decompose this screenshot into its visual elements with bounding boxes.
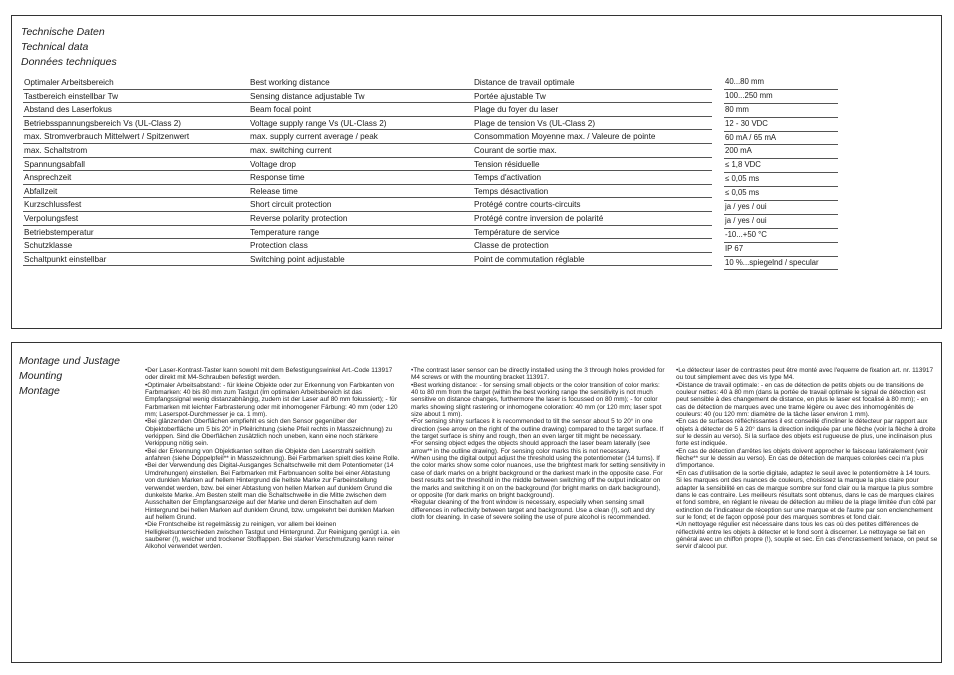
spec-value: 80 mm bbox=[725, 104, 749, 114]
spec-label-fr: Consommation Moyenne max. / Valeure de pointe bbox=[474, 132, 656, 142]
mounting-paragraph: •For sensing object edges the objects should approach the laser beam laterally (see arrow** in the outline drawing). For sensing color marks this is not necessary. bbox=[411, 440, 651, 455]
spec-label-de: Spannungsabfall bbox=[24, 159, 86, 169]
mounting-paragraph: •Der Laser-Kontrast-Taster kann sowohl mit dem Befestigungswinkel Art.-Code 113917 oder direkt mit M4-Schrauben befestigt werden. bbox=[145, 367, 393, 382]
spec-label-en: max. supply current average / peak bbox=[250, 132, 378, 142]
mounting-heading-fr: Montage bbox=[19, 385, 60, 397]
mounting-paragraph: •Optimaler Arbeitsabstand: - für kleine Objekte oder zur Erkennung von Farbkanten von Farbmarken: 40 bis 80 mm zum Tastgut (Im optimalen Arbeitsbereich ist das Empfangssignal wenig distanzabhängig, zudem ist der Laser auf 80 mm fokussiert); - für Farbmarken mit leichter Farbrasterung oder mit inhomogener Färbung: 40 mm (oder 120 mm; Laserspot-Durchmesser je ca. 1 mm). bbox=[145, 381, 398, 419]
spec-label-fr: Point de commutation réglable bbox=[474, 254, 585, 264]
spec-label-de: Optimaler Arbeitsbereich bbox=[24, 78, 114, 87]
spec-label-fr: Temps d'activation bbox=[474, 173, 542, 183]
spec-row bbox=[23, 144, 712, 158]
spec-label-de: Betriebsspannungsbereich Vs (UL-Class 2) bbox=[24, 118, 182, 128]
spec-label-en: Response time bbox=[250, 173, 305, 183]
spec-label-en: Switching point adjustable bbox=[250, 254, 345, 264]
spec-value: 100...250 mm bbox=[725, 90, 773, 100]
mounting-paragraph: •En cas d'utilisation de la sortie digitale, adaptez le seuil avec le potentiomètre à 14 tours. Si les marques ont des nuances de couleurs, choisissez la marque la plus claire pour adapter la sensibilité en cas de marque sombre sur fond clair ou la marque la plus sombre dans le cas contraire. Les meilleurs résultats sont obtenus, dans le cas de marques claires et fond sombre, en réglant le niveau de détection au milieu de la plage limitée d'un côté par extinction de l'indicateur de réception sur une marque et de l'autre par son enclenchement sur le fond; et de façon opposé pour des marques sombres et fond clair. bbox=[676, 469, 936, 521]
spec-value: 60 mA / 65 mA bbox=[725, 132, 777, 142]
spec-value: 200 mA bbox=[725, 146, 752, 156]
spec-value-row bbox=[724, 173, 838, 187]
spec-label-en: Short circuit protection bbox=[250, 200, 332, 210]
spec-row bbox=[23, 212, 712, 226]
spec-label-fr: Temps désactivation bbox=[474, 186, 549, 196]
mounting-paragraph: •Distance de travail optimale: - en cas de détection de petits objets ou de transitions de couleur nettes: 40 à 80 mm (dans la portée de travail optimale le signal de détection est peut sensible à des changement de distance, en plus le laser est focalisé à 80 mm); - en cas de détection de marques avec une trame légère ou avec des inhomogénités de couleurs: 40 (ou 120 mm: diamètre de la tâche laser environ 1 mm). bbox=[676, 381, 928, 419]
spec-value: IP 67 bbox=[725, 243, 744, 253]
spec-label-en: Temperature range bbox=[250, 227, 320, 237]
spec-row bbox=[23, 103, 712, 117]
spec-label-fr: Classe de protection bbox=[474, 241, 549, 251]
mounting-paragraph: •Bei der Verwendung des Digital-Ausganges Schaltschwelle mit dem Potentiometer (14 Umdrehungen) einstellen. Bei Farbmarken mit Farbnuancen sollte bei einer Abtastung von dunklen Marken auf hellem Hintergrund die hellste Marke zur Farbeinstellung verwendet werden, bzw. bei einer Abtastung von hellen Marken auf dunklem Grund die dunkelste Marke. Am Besten stellt man die Schaltschwelle in die Mitte zwischen dem Ausschalten der Empfangsanzeige auf der Marke und deren Einschalten auf dem Hintergrund bei hellen Marken auf dunklem Grund, bzw. umgekehrt bei dunklen Marken auf hellem Grund. bbox=[145, 462, 395, 521]
mounting-paragraph: •Best working distance: - for sensing small objects or the color transition of color marks: 40 to 80 mm from the target (within the best working range the sensitivity is not much sensitive on distance changes, furthermore the laser is focussed on 80 mm); - for color marks showing slight rastering or inhomogene coloration: 40 mm (or 120 mm; laser spot size about 1 mm). bbox=[411, 381, 662, 419]
spec-value: -10...+50 °C bbox=[725, 229, 767, 239]
heading-fr: Données techniques bbox=[21, 56, 117, 68]
spec-value-row bbox=[724, 243, 838, 257]
spec-value: ≤ 0,05 ms bbox=[725, 174, 760, 184]
spec-label-fr: Distance de travail optimale bbox=[474, 78, 575, 87]
spec-label-de: Verpolungsfest bbox=[24, 213, 79, 223]
spec-values bbox=[724, 76, 838, 270]
spec-value: 40...80 mm bbox=[725, 77, 764, 86]
spec-label-de: Tastbereich einstellbar Tw bbox=[24, 91, 119, 101]
mounting-text-fr bbox=[676, 367, 938, 551]
mounting-paragraph: •For sensing shiny surfaces it is recommended to tilt the sensor about 5 to 20° in one direction (see arrow on the right of the outline drawing) compared to the target surface. If the target surface is shiny and rough, then an even larger tilt might be necessary. bbox=[411, 418, 664, 441]
spec-value-row bbox=[724, 215, 838, 229]
spec-label-de: max. Schaltstrom bbox=[24, 145, 88, 155]
spec-row bbox=[23, 117, 712, 131]
spec-value-row bbox=[724, 145, 838, 159]
mounting-paragraph: •Regular cleaning of the front window is necessary, especially when sensing small differences in reflectivity between target and background. Use a clean (!), soft and dry cloth for cleaning. In case of severe soiling the use of pure alcohol is recommended. bbox=[411, 499, 655, 521]
spec-label-fr: Portée ajustable Tw bbox=[474, 91, 546, 101]
spec-row bbox=[23, 198, 712, 212]
mounting-paragraph: •Bei der Erkennung von Objektkanten sollten die Objekte den Laserstrahl seitlich anfahren (siehe Doppelpfeil** in Masszeichnung). Bei Farbmarken spielt dies keine Rolle. bbox=[145, 447, 400, 463]
spec-label-fr: Température de service bbox=[474, 227, 560, 237]
spec-label-de: Abstand des Laserfokus bbox=[24, 105, 112, 115]
heading-en: Technical data bbox=[21, 41, 89, 53]
spec-label-de: Schaltpunkt einstellbar bbox=[24, 254, 107, 264]
mounting-text-en bbox=[411, 367, 667, 521]
spec-label-de: Schutzklasse bbox=[24, 241, 73, 251]
spec-value-row bbox=[724, 104, 838, 118]
spec-label-fr: Protégé contre courts-circuits bbox=[474, 200, 581, 210]
heading-de: Technische Daten bbox=[21, 26, 105, 38]
spec-row bbox=[23, 185, 712, 199]
spec-table bbox=[23, 76, 712, 266]
spec-value: ≤ 1,8 VDC bbox=[725, 160, 761, 170]
spec-row bbox=[23, 253, 712, 267]
spec-label-en: Best working distance bbox=[250, 78, 330, 87]
mounting-section bbox=[11, 342, 942, 663]
mounting-paragraph: •When using the digital output adjust the threshold using the potentiometer (14 turns). If the color marks show some color nuances, use the brightest mark for setting sensitivity in case of dark marks on a bright background or the darkest mark in the opposite case. For best results set the threshold in the middle between switching off the output indicator on the marks and switching it on on the background (for bright marks on dark background), or opposite (for dark marks on bright background). bbox=[411, 455, 666, 499]
spec-value-row bbox=[724, 187, 838, 201]
spec-label-de: Betriebstemperatur bbox=[24, 227, 94, 237]
spec-row bbox=[23, 130, 712, 144]
spec-value: ≤ 0,05 ms bbox=[725, 188, 760, 198]
spec-label-de: Ansprechzeit bbox=[24, 173, 72, 183]
mounting-heading-de: Montage und Justage bbox=[19, 355, 120, 367]
mounting-paragraph: •Un nettoyage régulier est nécessaire dans tous les cas où des petites différences de réflectivité entre les objets à détecter et le fond sont à discerner. Le nettoyage se fait en général avec un chiffon propre (!), souple et sec. En cas d'encrassement tenace, on peut se servir d'alcool pur. bbox=[676, 521, 938, 551]
spec-row bbox=[23, 171, 712, 185]
spec-label-en: Reverse polarity protection bbox=[250, 213, 348, 223]
technical-data-headings bbox=[21, 25, 117, 70]
spec-value-row bbox=[724, 132, 838, 146]
mounting-paragraph: •En cas de détection d'arrêtes les objets doivent approcher le faisceau latéralement (voir flèche** sur le dessin au verso). En cas de détection de marques colorées ceci n'a plus d'importance. bbox=[676, 447, 928, 470]
spec-value: 12 - 30 VDC bbox=[725, 118, 768, 128]
spec-label-en: Beam focal point bbox=[250, 105, 311, 115]
spec-value: 10 %...spiegelnd / specular bbox=[725, 257, 819, 267]
spec-label-de: max. Stromverbrauch Mittelwert / Spitzenwert bbox=[24, 132, 190, 142]
mounting-paragraph: •En cas de surfaces réfléchissantes il est conseillé d'incliner le détecteur par rapport aux objets à détecter de 5 à 20° dans la direction indiquée par une flèche (voir la flèche à droite sur le dessin au verso). Si la surface des objets est rugueuse de plus, une inclinaison plus forte est indiquée. bbox=[676, 418, 936, 448]
spec-row bbox=[23, 76, 712, 90]
spec-label-en: Protection class bbox=[250, 241, 308, 251]
mounting-paragraph: •The contrast laser sensor can be directly installed using the 3 through holes provided for M4 screws or with the mounting bracket 113917. bbox=[411, 367, 665, 382]
spec-label-en: max. switching current bbox=[250, 145, 332, 155]
mounting-paragraph: •Die Frontscheibe ist regelmässig zu reinigen, vor allem bei kleinen Helligkeitsunterschieden zwischen Tastgut und Hintergrund. Zur Reinigung genügt i.a. ein sauberer (!), weicher und trockener Stofflappen. Bei starker Verschmutzung kann reiner Alkohol verwendet werden. bbox=[145, 521, 400, 551]
spec-label-en: Voltage drop bbox=[250, 159, 296, 169]
spec-value-row bbox=[724, 118, 838, 132]
spec-value-row bbox=[724, 229, 838, 243]
spec-value: ja / yes / oui bbox=[725, 215, 767, 225]
spec-label-fr: Tension résiduelle bbox=[474, 159, 540, 169]
spec-value-row bbox=[724, 159, 838, 173]
spec-row bbox=[23, 158, 712, 172]
spec-label-en: Release time bbox=[250, 186, 298, 196]
spec-value: ja / yes / oui bbox=[725, 202, 767, 212]
mounting-heading-en: Mounting bbox=[19, 370, 63, 382]
spec-label-fr: Protégé contre inversion de polarité bbox=[474, 213, 604, 223]
spec-value-row bbox=[724, 201, 838, 215]
spec-value-row bbox=[724, 90, 838, 104]
spec-label-de: Kurzschlussfest bbox=[24, 200, 82, 210]
spec-label-fr: Plage du foyer du laser bbox=[474, 105, 559, 115]
mounting-text-de bbox=[145, 367, 401, 551]
spec-label-fr: Courant de sortie max. bbox=[474, 145, 557, 155]
mounting-paragraph: •Le détecteur laser de contrastes peut être monté avec l'equerre de fixation art. nr. 113917 ou tout simplement avec des vis type M4. bbox=[676, 367, 934, 382]
spec-value-row bbox=[724, 76, 838, 90]
mounting-paragraph: •Bei glänzenden Oberflächen empfiehlt es sich den Sensor gegenüber der Objektoberfläche um 5 bis 20° in Pfeilrichtung (siehe Pfeil rechts in Masszeichnung) zu verkippen. Sind die Oberflächen zusätzlich noch uneben, kann eine noch stärkere Verkippung nötig sein. bbox=[145, 418, 393, 448]
spec-value-row bbox=[724, 257, 838, 271]
spec-row bbox=[23, 226, 712, 240]
technical-data-section bbox=[11, 15, 942, 329]
mounting-headings bbox=[19, 354, 120, 399]
spec-row bbox=[23, 239, 712, 253]
spec-label-de: Abfallzeit bbox=[24, 186, 58, 196]
spec-label-fr: Plage de tension Vs (UL-Class 2) bbox=[474, 118, 596, 128]
spec-label-en: Voltage supply range Vs (UL-Class 2) bbox=[250, 118, 387, 128]
spec-label-en: Sensing distance adjustable Tw bbox=[250, 91, 365, 101]
spec-row bbox=[23, 90, 712, 104]
